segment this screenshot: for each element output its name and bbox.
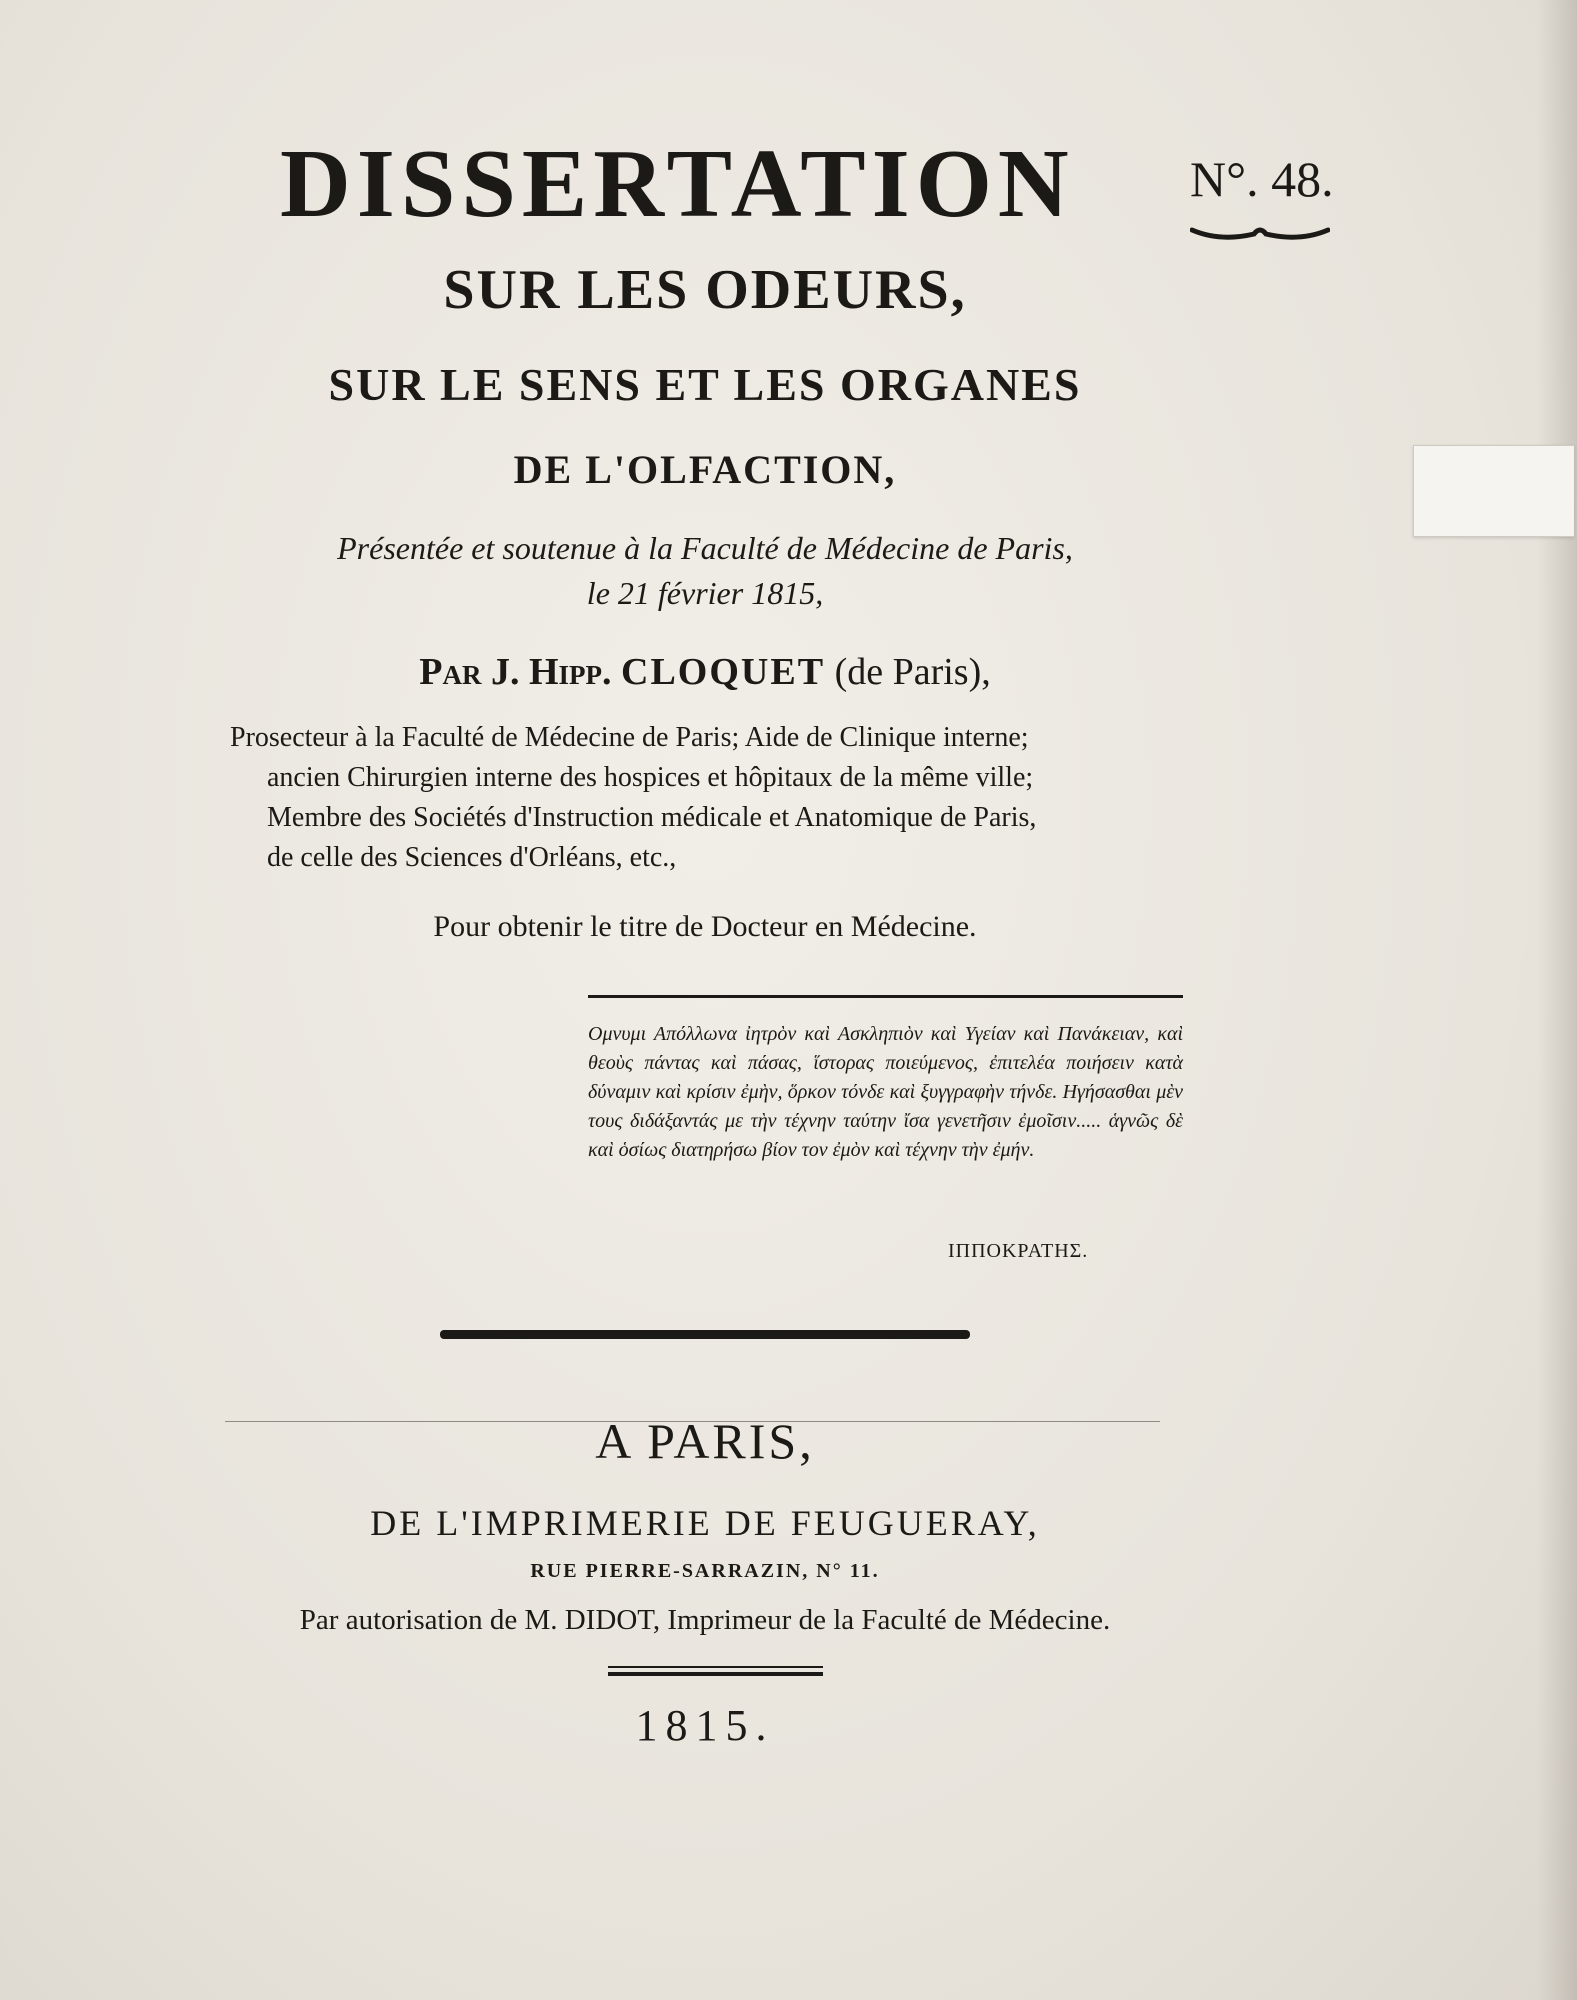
author-prefix: Par J. Hipp. (419, 651, 612, 693)
credential-line: ancien Chirurgien interne des hospices et hôpitaux de la même ville; (267, 762, 1034, 793)
epigraph-attribution: ΙΠΠΟΚΡΑΤΗΣ. (948, 1240, 1089, 1262)
underline-swash-icon (1190, 222, 1330, 246)
bleed-through (500, 1150, 1200, 1450)
number-label: N°. 48. (1190, 151, 1334, 207)
imprint-printer: DE L'IMPRIMERIE DE FEUGUERAY, (370, 1503, 1040, 1543)
divider-rule-thick (440, 1330, 970, 1339)
credential-line: de celle des Sciences d'Orléans, etc., (267, 842, 677, 873)
credential-line: Prosecteur à la Faculté de Médecine de Paris; Aide de Clinique interne; (230, 722, 1029, 753)
credential-line: Membre des Sociétés d'Instruction médicale et Anatomique de Paris, (267, 802, 1037, 833)
author-name: CLOQUET (621, 651, 826, 693)
greek-epigraph: Ομνυμι Απόλλωνα ἰητρὸν καὶ Ασκληπιὸν καὶ Υγείαν καὶ Πανάκειαν, καὶ θεοὺς πάντας καὶ πάσας, ἵστορας ποιεύμενος, ἐπιτελέα ποιήσειν κατὰ δύναμιν καὶ κρίσιν ἐμὴν, ὅρκον τόνδε καὶ ξυγγραφὴν τήνδε. Ηγήσασθαι μὲν τους διδάξαντάς με τὴν τέχνην ταύτην ἴσα γενετῆσιν ἐμοῖσιν..... ἁγνῶς δὲ καὶ ὁσίως διατηρήσω βίον τον ἐμὸν καὶ τέχνην τὴν ἐμήν. (588, 1023, 1183, 1161)
subtitle-3: DE L'OLFACTION, (513, 447, 897, 492)
publication-year: 1815. (635, 1701, 775, 1750)
presented-line-2: le 21 février 1815, (586, 575, 824, 611)
imprint-authorization: Par autorisation de M. DIDOT, Imprimeur de la Faculté de Médecine. (299, 1604, 1111, 1636)
imprint-street: RUE PIERRE-SARRAZIN, N° 11. (530, 1560, 880, 1582)
author-line (0, 650, 1410, 694)
author-credentials (230, 718, 1036, 878)
presented-line-1: Présentée et soutenue à la Faculté de Médecine de Paris, (337, 530, 1073, 566)
degree-purpose: Pour obtenir le titre de Docteur en Médecine. (433, 910, 977, 943)
main-title: DISSERTATION (280, 130, 1075, 238)
subtitle-1: SUR LES ODEURS, (443, 259, 967, 321)
subtitle-2: SUR LE SENS ET LES ORGANES (328, 359, 1082, 410)
divider-rule (588, 995, 1183, 998)
paper-tab (1413, 445, 1574, 537)
double-rule-top (608, 1666, 823, 1668)
author-suffix: (de Paris), (834, 651, 991, 693)
imprint-city: A PARIS, (595, 1413, 815, 1469)
page-edge-shadow (1537, 0, 1577, 2000)
double-rule-bottom (608, 1672, 823, 1676)
